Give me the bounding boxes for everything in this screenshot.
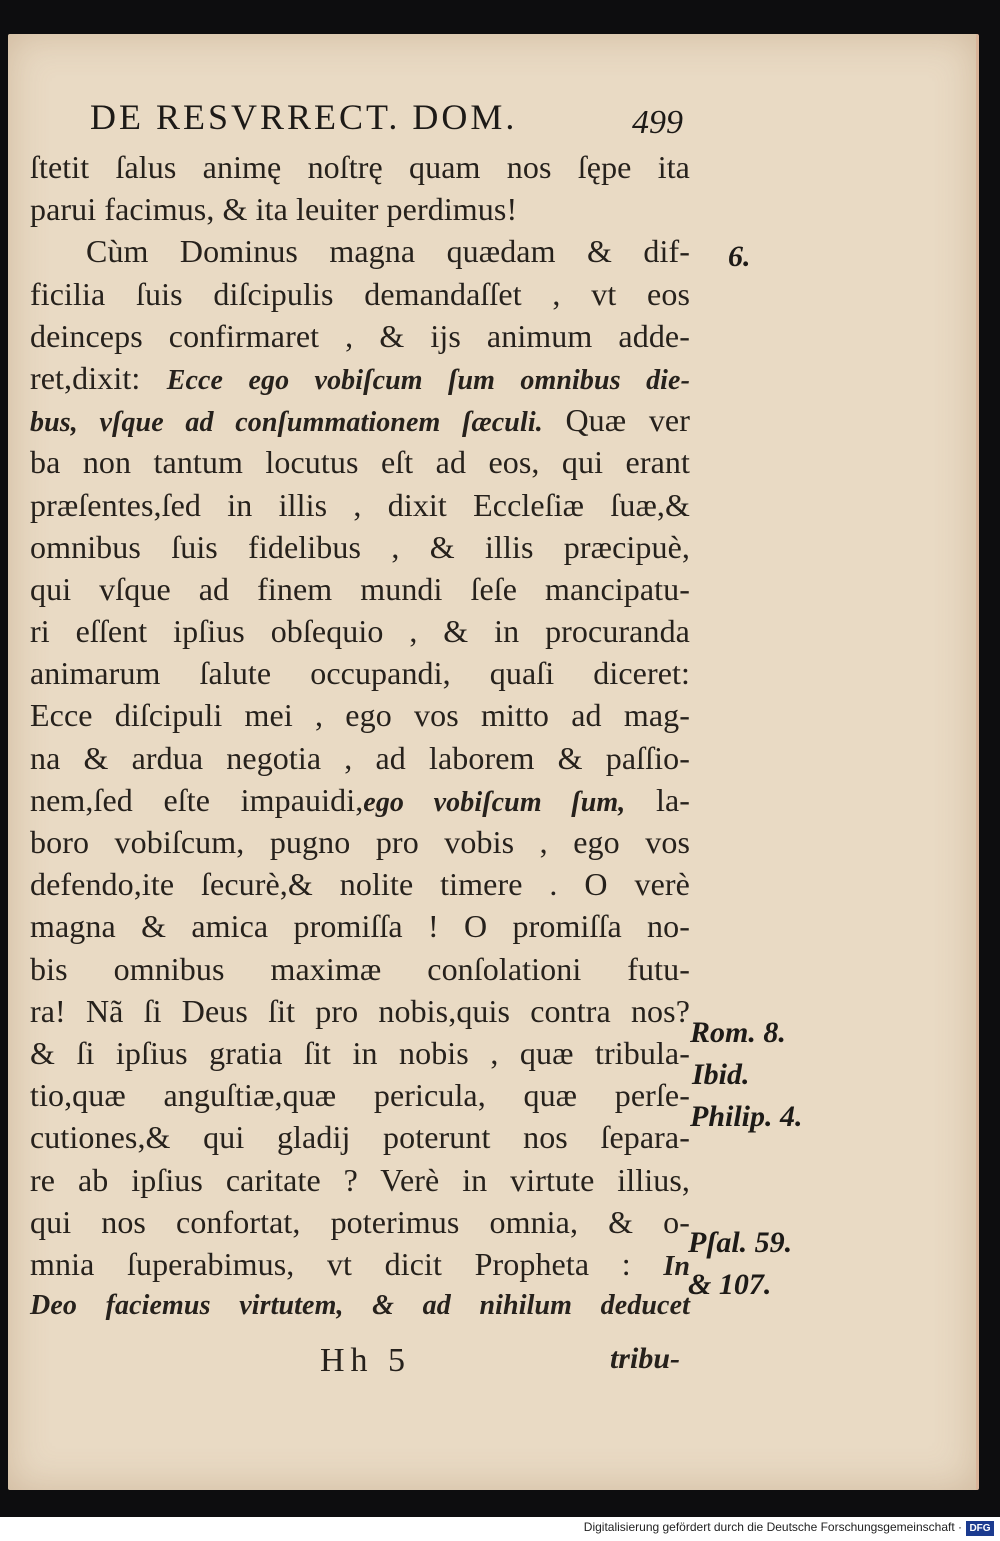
text-line: Ecce diſcipuli mei , ego vos mitto ad mag- bbox=[30, 697, 690, 734]
italic-quotation: bus, vſque ad conſummationem ſæculi. bbox=[30, 407, 543, 439]
italic-quotation: Ecce ego vobiſcum ſum omnibus die- bbox=[166, 364, 690, 396]
roman-text: ret,dixit: bbox=[30, 359, 167, 396]
text-line: na & ardua negotia , ad laborem & paſſio- bbox=[30, 739, 690, 776]
text-line: animarum ſalute occupandi, quaſi diceret: bbox=[30, 655, 690, 692]
text-line bbox=[30, 399, 690, 441]
text-line: defendo,ite ſecurè,& nolite timere . O verè bbox=[30, 866, 690, 903]
text-line: parui facimus, & ita leuiter perdimus! bbox=[30, 191, 518, 228]
text-line: tio,quæ anguſtiæ,quæ pericula, quæ perſe- bbox=[30, 1077, 690, 1114]
text-line: boro vobiſcum, pugno pro vobis , ego vos bbox=[30, 824, 690, 860]
roman-text: Quæ ver bbox=[542, 402, 690, 439]
text-line: deinceps confirmaret , & ijs animum adde- bbox=[30, 317, 690, 354]
text-line: qui vſque ad finem mundi ſeſe mancipatu- bbox=[30, 570, 690, 607]
text-line bbox=[30, 1285, 690, 1327]
text-line: bis omnibus maximæ conſolationi futu- bbox=[30, 950, 690, 987]
italic-quotation: ego vobiſcum ſum, bbox=[363, 786, 626, 818]
margin-note-psal-107: & 107. bbox=[688, 1268, 772, 1301]
italic-quotation: Deo faciemus virtutem, & ad nihilum deducet bbox=[30, 1290, 690, 1322]
text-line: cutiones,& qui gladij poterunt nos ſepara- bbox=[30, 1119, 690, 1156]
signature-mark: Hh 5 bbox=[320, 1342, 412, 1379]
credit-bar bbox=[0, 1517, 1000, 1541]
roman-text: mnia ſuperabimus, vt dicit Propheta : bbox=[30, 1245, 664, 1282]
credit-text: Digitalisierung gefördert durch die Deutsche Forschungsgemeinschaft · bbox=[583, 1520, 962, 1534]
text-line: ri eſſent ipſius obſequio , & in procuranda bbox=[30, 613, 690, 650]
roman-text: nem,ſed eſte impauidi, bbox=[30, 781, 364, 818]
text-line bbox=[30, 779, 690, 821]
dfg-logo: DFG bbox=[966, 1521, 994, 1536]
text-line bbox=[30, 357, 690, 399]
text-line: re ab ipſius caritate ? Verè in virtute illius, bbox=[30, 1161, 690, 1198]
margin-note-ibid: Ibid. bbox=[692, 1058, 750, 1091]
text-line: magna & amica promiſſa ! O promiſſa no- bbox=[30, 908, 690, 945]
text-line: ſtetit ſalus animę noſtrę quam nos ſępe ita bbox=[30, 149, 690, 185]
page-number: 499 bbox=[632, 104, 683, 141]
italic-quotation: In bbox=[663, 1250, 690, 1282]
text-line: ba non tantum locutus eſt ad eos, qui erant bbox=[30, 444, 690, 481]
text-line: ficilia ſuis diſcipulis demandaſſet , vt eos bbox=[30, 275, 690, 312]
text-line: omnibus ſuis fidelibus , & illis præcipuè, bbox=[30, 528, 690, 565]
running-head: DE RESVRRECT. DOM. bbox=[90, 97, 518, 137]
text-line: & ſi ipſius gratia ſit in nobis , quæ tribula- bbox=[30, 1034, 690, 1071]
text-line: Cùm Dominus magna quædam & dif- bbox=[86, 233, 690, 270]
catchword: tribu- bbox=[609, 1342, 680, 1375]
text-line: præſentes,ſed in illis , dixit Eccleſiæ ſuæ,& bbox=[30, 486, 690, 523]
margin-note-6: 6. bbox=[728, 240, 751, 273]
margin-note-psal: Pſal. 59. bbox=[688, 1226, 793, 1259]
text-line bbox=[30, 1243, 690, 1285]
margin-note-philip: Philip. 4. bbox=[690, 1100, 803, 1133]
roman-text: la- bbox=[625, 781, 690, 818]
text-line: qui nos confortat, poterimus omnia, & o- bbox=[30, 1203, 690, 1240]
body-text bbox=[30, 146, 690, 1327]
margin-note-rom: Rom. 8. bbox=[690, 1016, 786, 1049]
text-line: ra! Nã ſi Deus ſit pro nobis,quis contra nos? bbox=[30, 992, 690, 1029]
